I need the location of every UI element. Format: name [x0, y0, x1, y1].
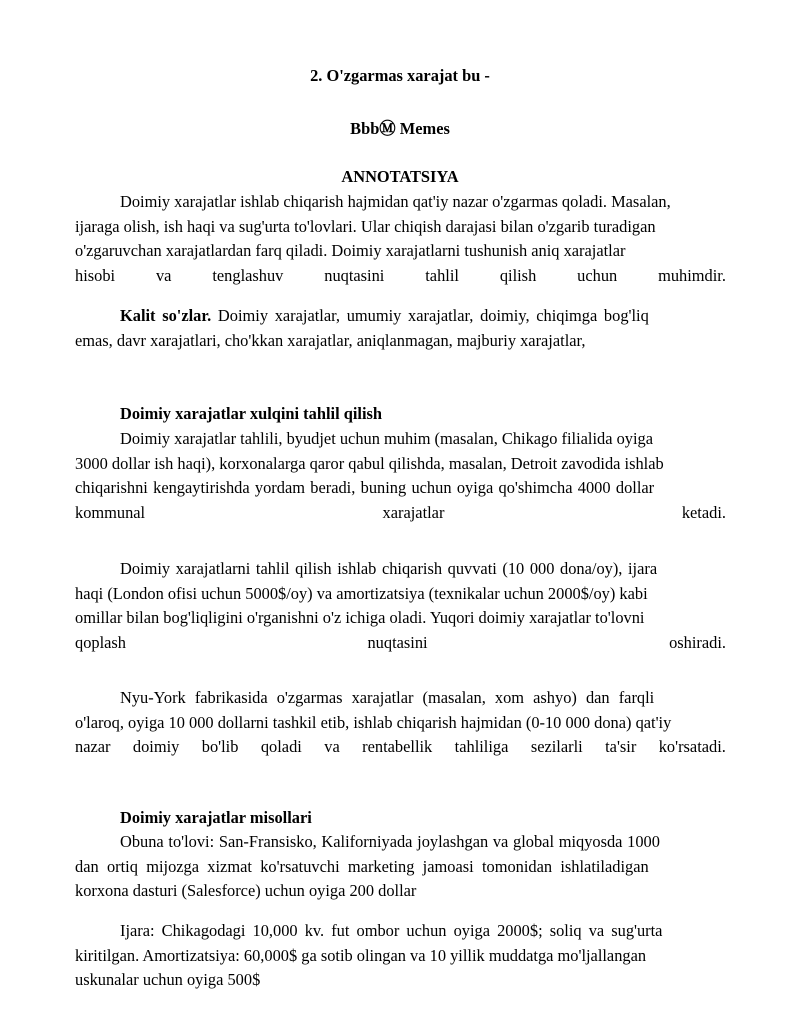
text-line: haqi (London ofisi uchun 5000$/oy) va amortizatsiya (texnikalar uchun 2000$/oy) kabi [75, 583, 648, 603]
word: tenglashuv [212, 265, 284, 285]
word: ketadi. [681, 502, 726, 522]
section2-paragraph-1 [75, 830, 726, 904]
text-line [75, 239, 726, 264]
text-line: Doimiy xarajatlar ishlab chiqarish hajmidan qat'iy nazar o'zgarmas qoladi. Masalan, [120, 192, 671, 211]
word: tahliliga [454, 737, 509, 756]
text-line: omillar bilan bog'liqligini o'rganishni o'z ichiga oladi. Yuqori doimiy xarajatlar to'lovni [75, 608, 645, 627]
text-line: o'laroq, oyiga 10 000 dollarni tashkil etib, ishlab chiqarish hajmidan (0-10 000 dona) qat'iy [75, 712, 672, 732]
word: nazar [75, 737, 111, 756]
keywords-paragraph [75, 304, 726, 353]
section-heading: Doimiy xarajatlar xulqini tahlil qilish [120, 404, 382, 423]
section1-paragraph-1 [75, 427, 726, 525]
word: sezilarli [530, 737, 583, 756]
word: nuqtasini [324, 265, 385, 285]
text-line: o'zgaruvchan xarajatlardan farq qiladi. Doimiy xarajatlarni tushunish aniq xarajatlar [75, 241, 626, 260]
text-line: ijaraga olish, ish haqi va sug'urta to'lovlari. Ular chiqish darajasi bilan o'zgarib turadigan [75, 216, 656, 236]
text-line: dan ortiq mijozga xizmat ko'rsatuvchi marketing jamoasi tomonidan ishlatiladigan [75, 856, 649, 876]
text-line: kiritilgan. Amortizatsiya: 60,000$ ga sotib olingan va 10 yillik muddatga mo'ljallangan [75, 945, 647, 965]
text-line-last [75, 631, 726, 656]
text-line: Obuna to'lovi: San-Fransisko, Kaliforniyada joylashgan va global miqyosda 1000 [120, 832, 660, 851]
text-line: emas, davr xarajatlari, cho'kkan xarajatlar, aniqlanmagan, majburiy xarajatlar, [75, 330, 586, 350]
document-title: 2. O'zgarmas xarajat bu - [310, 66, 490, 85]
word: hisobi [75, 265, 116, 285]
word: muhimdir. [658, 265, 726, 285]
word: tahlil [425, 265, 459, 285]
word: qoplash [75, 632, 126, 652]
word: nuqtasini [367, 632, 428, 652]
word: uchun [577, 265, 618, 285]
text-line: 3000 dollar ish haqi), korxonalarga qaror qabul qilishda, masalan, Detroit zavodida ishlab [75, 453, 664, 473]
word: ko'rsatadi. [658, 737, 726, 756]
section2-paragraph-2 [75, 919, 726, 993]
word: va [155, 265, 172, 285]
word: ta'sir [605, 737, 637, 756]
word: rentabellik [362, 737, 433, 756]
text-line: Ijara: Chikagodagi 10,000 kv. fut ombor uchun oyiga 2000$; soliq va sug'urta [120, 921, 663, 940]
word: doimiy [132, 737, 180, 756]
section-heading: Doimiy xarajatlar misollari [120, 808, 312, 827]
text-line: Doimiy xarajatlarni tahlil qilish ishlab chiqarish quvvati (10 000 dona/oy), ijara [120, 559, 658, 578]
word: qilish [499, 265, 537, 285]
section1-paragraph-3 [75, 686, 726, 760]
section1-paragraph-2 [75, 557, 726, 655]
text-line [75, 304, 726, 329]
text-line-last [75, 735, 726, 760]
keywords-label: Kalit so'zlar. [120, 306, 212, 325]
word: qoladi [260, 737, 302, 756]
text-line: chiqarishni kengaytirishda yordam beradi, buning uchun oyiga qo'shimcha 4000 dollar [75, 478, 655, 497]
word: oshiradi. [669, 632, 726, 652]
text-line-last [75, 501, 726, 526]
keywords-text: Doimiy xarajatlar, umumiy xarajatlar, doimiy, chiqimga bog'liq [211, 306, 649, 325]
word: kommunal [75, 502, 146, 522]
text-line: korxona dasturi (Salesforce) uchun oyiga 200 dollar [75, 881, 417, 900]
text-line-last [75, 264, 726, 289]
word: bo'lib [201, 737, 239, 756]
text-line: Doimiy xarajatlar tahlili, byudjet uchun muhim (masalan, Chikago filialida oyiga [120, 429, 654, 448]
text-line: uskunalar uchun oyiga 500$ [75, 970, 261, 989]
abstract-paragraph [75, 190, 726, 288]
word: va [324, 737, 340, 756]
abstract-heading: ANNOTATSIYA [341, 167, 459, 186]
text-line: Nyu-York fabrikasida o'zgarmas xarajatlar (masalan, xom ashyo) dan farqli [120, 688, 655, 707]
author-line: BbbⓂ Memes [350, 119, 450, 138]
word: xarajatlar [382, 502, 445, 522]
